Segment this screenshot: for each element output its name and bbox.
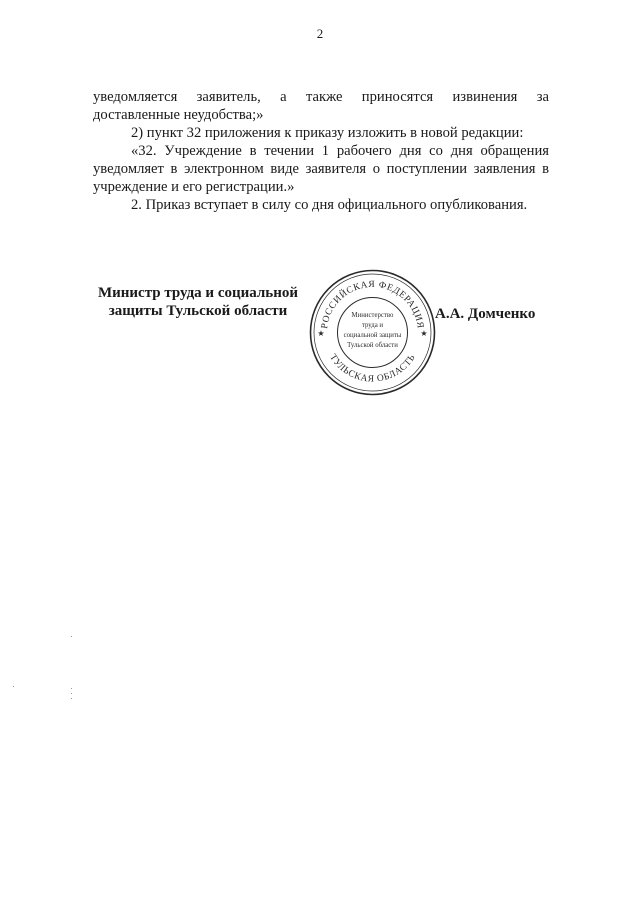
page-number: 2 [316,26,324,41]
signatory-title-line-2: защиты Тульской области [108,303,288,319]
document-body [93,88,549,214]
seal-center-line-1: Министерство [351,312,394,319]
signatory-title-line-1: Министр труда и социальной [97,285,299,301]
scan-speck [71,636,72,637]
scan-speck [71,698,72,699]
paragraph-quoted-clause: «32. Учреждение в течении 1 рабочего дня со дня обращения уведомляет в электронном виде заявителя о поступлении заявления в учреждение и его регистрации.» [93,143,549,195]
official-seal [305,265,440,400]
signatory-title [90,284,306,320]
seal-star-right-icon: ★ [420,329,428,338]
seal-star-left-icon: ★ [317,329,325,338]
paragraph-amendment: 2) пункт 32 приложения к приказу изложить в новой редакции: [131,125,524,141]
paragraph-continuation-end: доставленные неудобства;» [93,107,264,123]
paragraph-effective-date: 2. Приказ вступает в силу со дня официального опубликования. [131,197,528,213]
scan-speck [13,686,14,687]
scan-speck [71,688,72,689]
signatory-name: А.А. Домченко [435,306,536,322]
seal-center-line-2: труда и [361,322,384,329]
seal-top-arc-text: РОССИЙСКАЯ ФЕДЕРАЦИЯ [320,279,425,330]
seal-center-line-3: социальной защиты [343,332,402,339]
seal-bottom-arc-text: ТУЛЬСКАЯ ОБЛАСТЬ [327,352,418,385]
paragraph-continuation: уведомляется заявитель, а также приносятся извинения за [93,89,549,105]
seal-center-line-4: Тульской области [347,342,398,349]
scan-speck [71,693,72,694]
